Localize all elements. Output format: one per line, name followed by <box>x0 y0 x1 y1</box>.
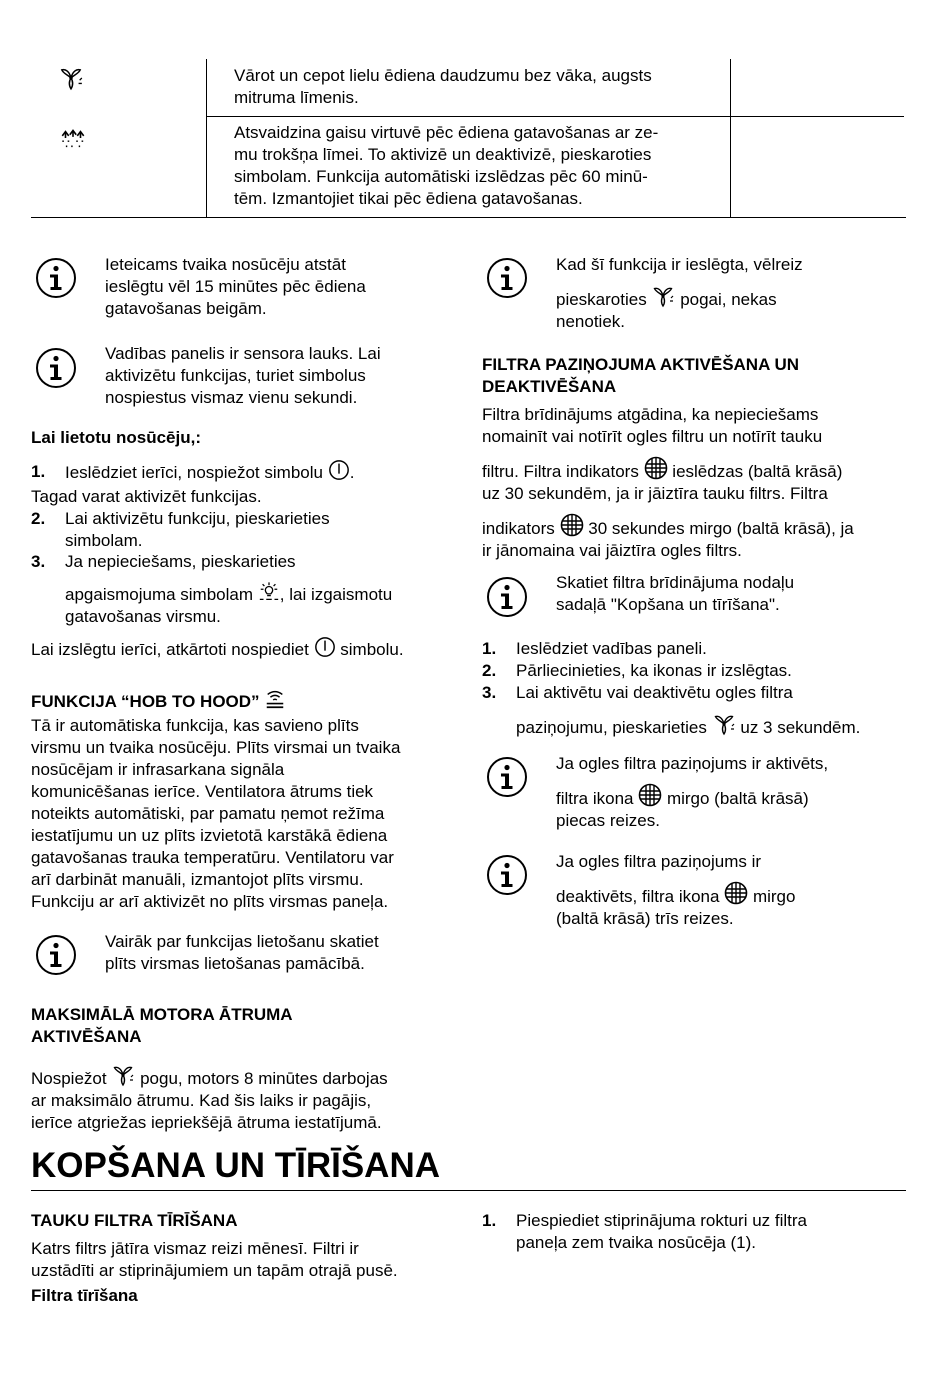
info-note-boost: Kad šī funkcija ir ieslēgta, vēlreiz pieskaroties pogai, nekas nenotiek. <box>556 255 803 331</box>
filter-cleaning-heading: Filtra tīrīšana <box>31 1286 138 1305</box>
info-note-sensor: Vadības panelis ir sensora lauks. Lai aktivizētu funkcijas, turiet simbolus nospiestus vismaz vienu sekundi. <box>105 344 381 407</box>
info-note-filter-chapter: Skatiet filtra brīdinājuma nodaļu sadaļā "Kopšana un tīrīšana". <box>556 573 795 614</box>
step-2-text: Lai aktivizētu funkciju, pieskarieties simbolam. <box>65 509 330 550</box>
step-number: 2. <box>482 661 497 680</box>
info-icon <box>486 854 528 896</box>
info-note-hob-manual: Vairāk par funkcijas lietošanu skatiet plīts virsmas lietošanas pamācībā. <box>105 932 379 973</box>
step-number: 2. <box>31 509 46 528</box>
filter-grid-icon <box>644 456 668 480</box>
step-number: 1. <box>482 1211 497 1230</box>
fan-boost-icon <box>651 284 675 308</box>
info-note-filter-inactive: Ja ogles filtra paziņojums ir deaktivēts, filtra ikona mirgo (baltā krāsā) trīs reizes. <box>556 852 796 928</box>
step-1-text: Ieslēdziet ierīci, nospiežot simbolu . <box>65 459 354 484</box>
info-icon <box>35 934 77 976</box>
step-number: 3. <box>31 552 46 571</box>
table-row-2-text: Atsvaidzina gaisu virtuvē pēc ēdiena gatavošanas ar ze- mu trokšņa līmei. To aktivizē un deaktivizē, pieskaroties simbolam. Funkcija automātiski izslēdzas pēc 60 minū- tēm. Izmantojiet tikai pēc ēdiena gatavošanas. <box>234 123 659 208</box>
info-icon <box>486 756 528 798</box>
max-speed-paragraph: Nospiežot pogu, motors 8 minūtes darbojas ar maksimālo ātrumu. Kad šis laiks ir pagājis, ierīce atgriežas iepriekšējā ātruma iestatījumā. <box>31 1063 388 1134</box>
use-heading: Lai lietotu nosūcēju,: <box>31 428 202 447</box>
filter-step-3: Lai aktivētu vai deaktivētu ogles filtra paziņojumu, pieskarieties uz 3 sekundēm. <box>516 683 861 737</box>
power-icon <box>328 459 350 481</box>
step-number: 1. <box>31 462 46 481</box>
info-icon <box>486 576 528 618</box>
hob-to-hood-icon <box>264 688 286 710</box>
switch-off-text: Lai izslēgtu ierīci, atkārtoti nospiediet simbolu. <box>31 636 404 661</box>
fan-boost-icon <box>712 712 736 736</box>
grease-filter-paragraph: Katrs filtrs jātīra vismaz reizi mēnesī. Filtri ir uzstādīti ar stiprinājumiem un tapām otrajā pusē. <box>31 1239 398 1280</box>
hob-to-hood-heading: FUNKCIJA “HOB TO HOOD” <box>31 688 286 713</box>
info-note-timer: Ieteicams tvaika nosūcēju atstāt ieslēgtu vēl 15 minūtes pēc ēdiena gatavošanas beigām. <box>105 255 366 318</box>
filter-paragraph: Filtra brīdinājums atgādina, ka nepieciešams nomainīt vai notīrīt ogles filtru un notīrīt tauku filtru. Filtra indikators ieslēdzas (baltā krāsā) uz 30 sekundēm, ja ir jāiztīra tauku filtrs. Filtra indikators 30 sekundes mirgo (baltā krāsā), ja ir jānomaina vai jāiztīra ogles filtrs. <box>482 405 854 560</box>
light-icon <box>258 581 280 603</box>
step-number: 3. <box>482 683 497 702</box>
info-icon <box>486 257 528 299</box>
info-icon <box>35 347 77 389</box>
fan-boost-icon <box>58 65 84 91</box>
filter-notification-heading: FILTRA PAZIŅOJUMA AKTIVĒŠANA UN DEAKTIVĒŠANA <box>482 355 800 396</box>
filter-grid-icon <box>724 881 748 905</box>
section-title: KOPŠANA UN TĪRĪŠANA <box>31 1146 440 1185</box>
filter-grid-icon <box>638 783 662 807</box>
breeze-icon <box>58 125 88 151</box>
power-icon <box>314 636 336 658</box>
max-speed-heading: MAKSIMĀLĀ MOTORA ĀTRUMA AKTIVĒŠANA <box>31 1005 293 1046</box>
section-divider <box>31 1190 906 1191</box>
filter-grid-icon <box>560 513 584 537</box>
filter-step-2: Pārliecinieties, ka ikonas ir izslēgtas. <box>516 661 792 680</box>
table-row-1-text: Vārot un cepot lielu ēdiena daudzumu bez vāka, augsts mitruma līmenis. <box>234 66 652 107</box>
step-3-text: Ja nepieciešams, pieskarieties apgaismojuma simbolam , lai izgaismotu gatavošanas virsmu. <box>65 552 393 626</box>
hob-to-hood-paragraph: Tā ir automātiska funkcija, kas savieno plīts virsmu un tvaika nosūcēju. Plīts virsmai un tvaika nosūcējam ir infrasarkana signāla komunicēšanas ierīce. Ventilatora ātrums tiek noteikts automātiski, par pamatu ņemot režīma iestatījumu un uz plīts izvietotā karstākā ēdiena gatavošanas trauka temperatūru. Ventilatoru var arī darbināt manuāli, izmantojot plīts virsmu. Funkciju ar arī aktivizēt no plīts virsmas paneļa. <box>31 716 401 911</box>
filter-step-1: Ieslēdziet vadības paneli. <box>516 639 707 658</box>
step-1-after: Tagad varat aktivizēt funkcijas. <box>31 487 262 506</box>
info-icon <box>35 257 77 299</box>
info-note-filter-active: Ja ogles filtra paziņojums ir aktivēts, filtra ikona mirgo (baltā krāsā) piecas reizes. <box>556 754 829 830</box>
cleaning-step-1: Piespiediet stiprinājuma rokturi uz filtra paneļa zem tvaika nosūcēja (1). <box>516 1211 808 1252</box>
grease-filter-heading: TAUKU FILTRA TĪRĪŠANA <box>31 1211 238 1230</box>
step-number: 1. <box>482 639 497 658</box>
fan-boost-icon <box>111 1063 135 1087</box>
